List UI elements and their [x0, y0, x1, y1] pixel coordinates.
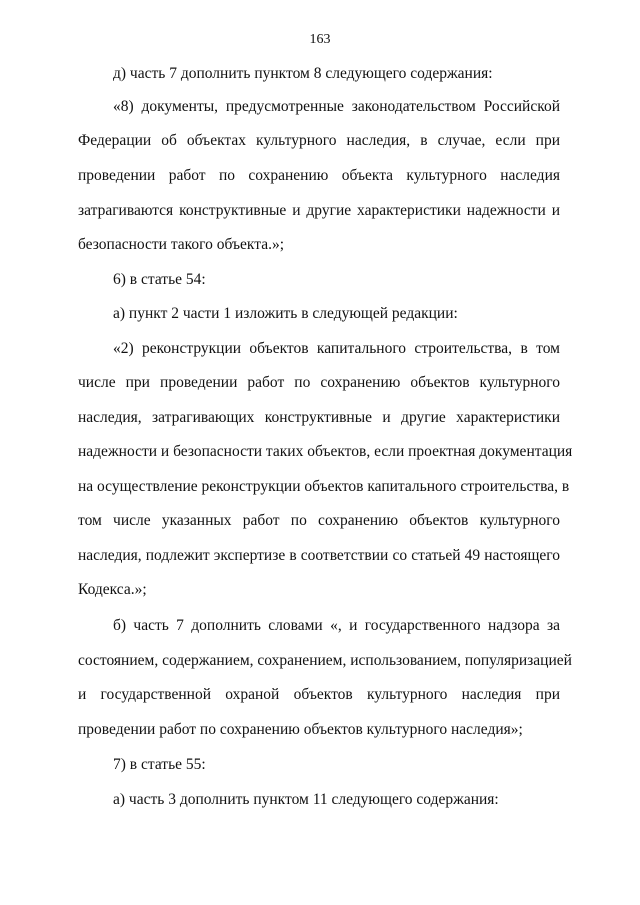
paragraph-line: наследия, затрагивающих конструктивные и другие характеристики: [78, 409, 560, 426]
paragraph-line: а) пункт 2 части 1 изложить в следующей редакции:: [113, 305, 458, 322]
paragraph-line: безопасности такого объекта.»;: [78, 236, 285, 253]
paragraph-line: Кодекса.»;: [78, 581, 147, 598]
paragraph-line: 7) в статье 55:: [113, 756, 206, 773]
paragraph-line: на осуществление реконструкции объектов капитального строительства, в: [78, 478, 570, 495]
paragraph-line: затрагиваются конструктивные и другие характеристики надежности и: [78, 202, 560, 219]
paragraph-line: числе при проведении работ по сохранению объектов культурного: [78, 374, 560, 391]
paragraph-line: «2) реконструкции объектов капитального строительства, в том: [113, 340, 560, 357]
paragraph-line: проведении работ по сохранению объекта культурного наследия: [78, 167, 560, 184]
paragraph-line: и государственной охраной объектов культурного наследия при: [78, 686, 560, 703]
paragraph-line: надежности и безопасности таких объектов, если проектная документация: [78, 443, 573, 460]
paragraph-line: состоянием, содержанием, сохранением, использованием, популяризацией: [78, 652, 572, 669]
paragraph-line: проведении работ по сохранению объектов культурного наследия»;: [78, 721, 523, 738]
paragraph-line: Федерации об объектах культурного наследия, в случае, если при: [78, 132, 560, 149]
paragraph-line: том числе указанных работ по сохранению объектов культурного: [78, 512, 560, 529]
paragraph-line: 6) в статье 54:: [113, 271, 206, 288]
paragraph-line: д) часть 7 дополнить пунктом 8 следующего содержания:: [113, 65, 493, 82]
page-number: 163: [309, 32, 331, 47]
paragraph-line: наследия, подлежит экспертизе в соответствии со статьей 49 настоящего: [78, 547, 560, 564]
paragraph-line: а) часть 3 дополнить пунктом 11 следующего содержания:: [113, 791, 499, 808]
paragraph-line: «8) документы, предусмотренные законодательством Российской: [113, 98, 560, 115]
paragraph-line: б) часть 7 дополнить словами «, и государственного надзора за: [113, 617, 560, 634]
